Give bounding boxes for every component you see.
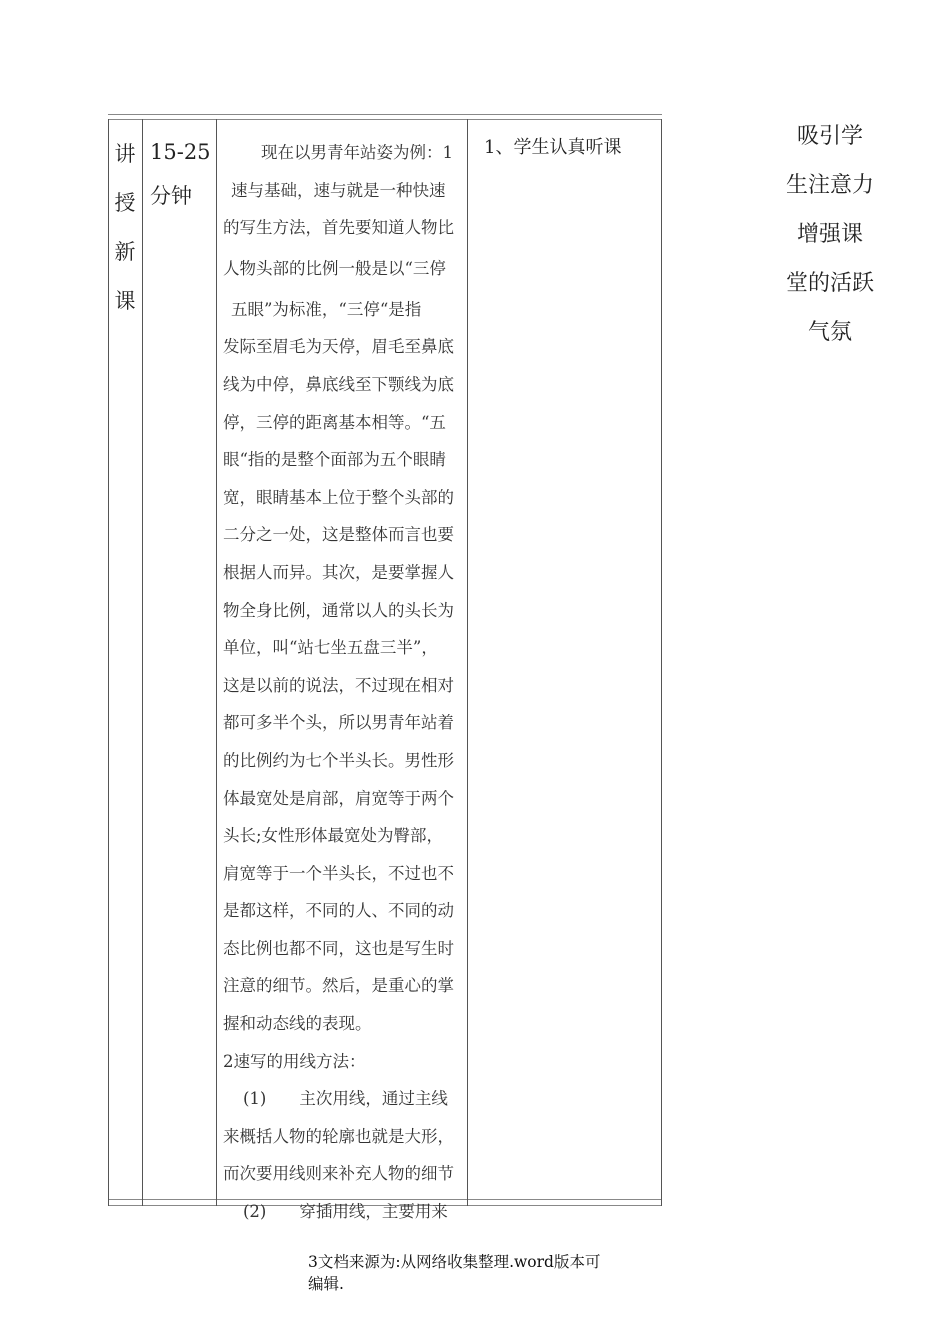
content-line: 发际至眉毛为天停，眉毛至鼻底 — [223, 337, 454, 357]
table-top-border-inner — [108, 119, 662, 120]
side-note-line: 生注意力 — [785, 173, 874, 198]
content-line: 眼“指的是整个面部为五个眼睛 — [223, 450, 446, 470]
content-line: 物全身比例，通常以人的头长为 — [223, 600, 454, 620]
side-note-line: 增强课 — [796, 222, 863, 247]
content-line: 头长;女性形体最宽处为臀部， — [223, 826, 444, 846]
content-line: 握和动态线的表现。 — [223, 1014, 372, 1034]
time-cell — [150, 130, 214, 218]
content-line: 注意的细节。然后，是重心的掌 — [223, 976, 454, 996]
student-activity-text: 1、学生认真听课 — [484, 137, 622, 158]
content-line: 的比例约为七个半头长。男性形 — [223, 750, 454, 770]
content-line: 都可多半个头，所以男青年站着 — [223, 713, 454, 733]
stage-cell — [112, 130, 138, 326]
table-col-divider — [216, 119, 217, 1206]
content-line: 是都这样，不同的人、不同的动 — [223, 901, 454, 921]
student-activity-cell — [484, 131, 654, 165]
content-line: (1) 主次用线，通过主线 — [243, 1089, 448, 1109]
stage-char: 新 — [114, 240, 136, 264]
table-col-divider — [108, 119, 109, 1206]
content-line: 宽，眼睛基本上位于整个头部的 — [223, 487, 454, 507]
side-note-line: 堂的活跃 — [785, 271, 874, 296]
stage-char: 讲 — [114, 142, 136, 166]
content-line: 线为中停，鼻底线至下颚线为底 — [223, 374, 454, 394]
footer-line: 3文档来源为:从网络收集整理.word版本可 — [308, 1253, 601, 1271]
content-line: 速与基础，速与就是一种快速 — [231, 180, 446, 200]
content-line: 肩宽等于一个半头长，不过也不 — [223, 863, 454, 883]
content-line: 的写生方法，首先要知道人物比 — [223, 218, 454, 238]
content-line: 根据人而异。其次，是要掌握人 — [223, 562, 454, 582]
content-line: (2) 穿插用线，主要用来 — [243, 1202, 448, 1222]
time-range: 15-25 — [150, 140, 211, 164]
content-line: 体最宽处是肩部，肩宽等于两个 — [223, 788, 454, 808]
content-line: 人物头部的比例一般是以“三停 — [223, 258, 446, 278]
content-line: 而次要用线则来补充人物的细节 — [223, 1164, 454, 1184]
table-col-divider — [661, 119, 662, 1206]
stage-char: 课 — [114, 289, 136, 313]
table-col-divider — [467, 119, 468, 1206]
content-line: 二分之一处，这是整体而言也要 — [223, 525, 454, 545]
content-line: 五眼”为标准，“三停“是指 — [231, 299, 422, 319]
content-line: 单位，叫“站七坐五盘三半”， — [223, 638, 438, 658]
stage-char: 授 — [114, 191, 136, 215]
page-footer — [308, 1251, 638, 1295]
content-line: 来概括人物的轮廓也就是大形， — [223, 1126, 454, 1146]
design-intent-note — [775, 112, 885, 357]
content-line: 这是以前的说法，不过现在相对 — [223, 675, 454, 695]
time-unit: 分钟 — [150, 184, 192, 208]
table-top-border-outer — [108, 114, 662, 115]
content-line: 2速写的用线方法： — [223, 1051, 366, 1071]
table-col-divider — [142, 119, 143, 1206]
content-line: 现在以男青年站姿为例：1 — [261, 143, 453, 162]
content-line: 停，三停的距离基本相等。“五 — [223, 412, 446, 432]
footer-line: 编辑. — [308, 1275, 344, 1293]
teaching-content-cell — [223, 134, 463, 1231]
content-line: 态比例也都不同，这也是写生时 — [223, 938, 454, 958]
side-note-line: 气氛 — [807, 320, 852, 345]
side-note-line: 吸引学 — [796, 124, 863, 149]
